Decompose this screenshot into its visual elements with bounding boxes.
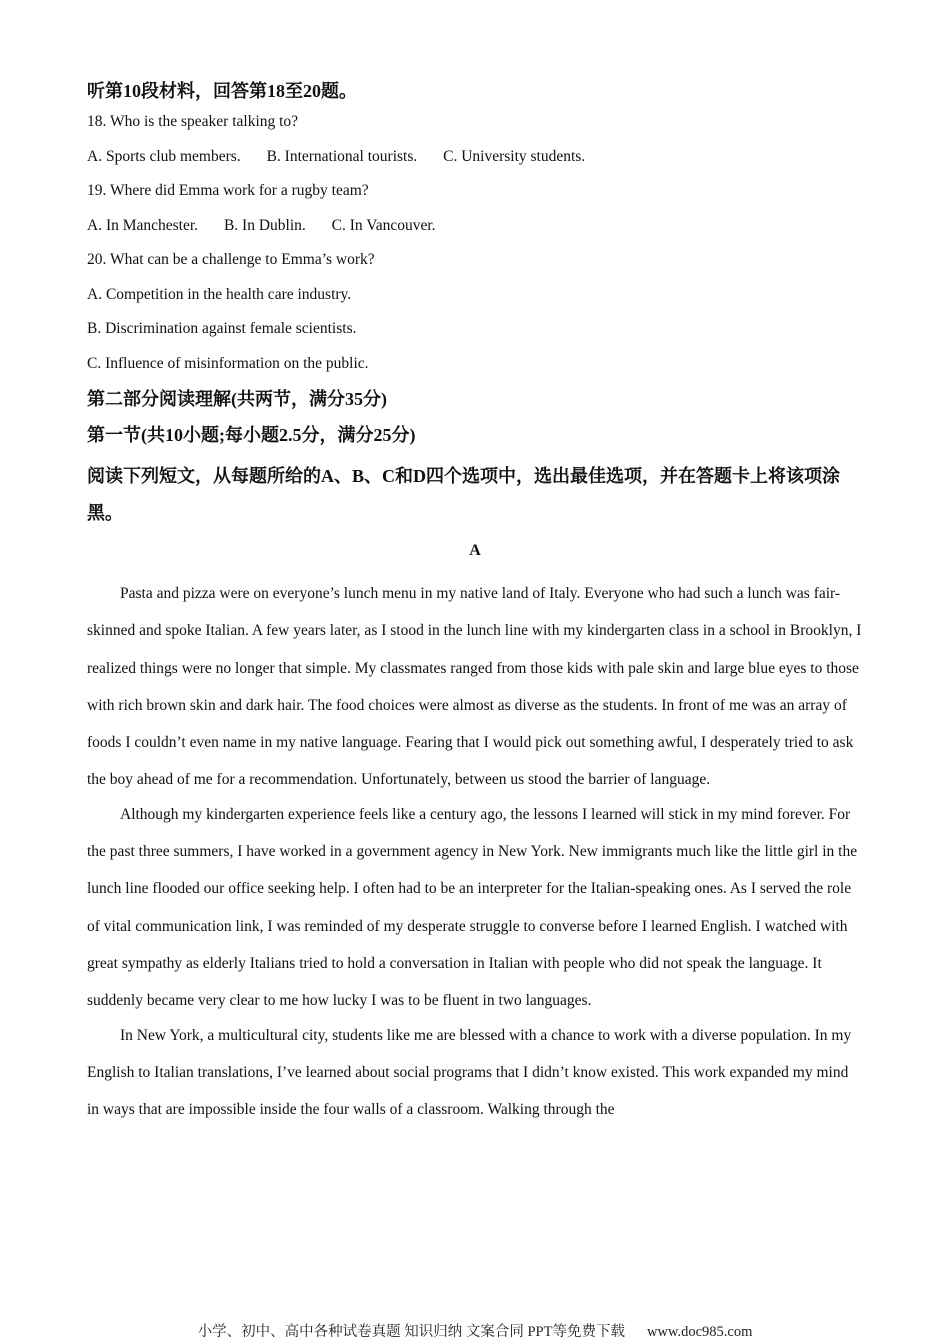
passage-paragraph-3: In New York, a multicultural city, students like me are blessed with a chance to work with a diverse population. In my English to Italian translations, I’ve learned about social programs that I didn’t know existed. This work expanded my mind in ways that are impossible inside the four walls of a classroom. Walking through the — [87, 1026, 852, 1119]
option-c: C. University students. — [443, 147, 586, 165]
option-b: B. Discrimination against female scientists. — [87, 320, 357, 337]
reading-section-heading: 第一节(共10小题;每小题2.5分，满分25分) — [87, 425, 416, 445]
option-b: B. International tourists. — [266, 147, 418, 165]
passage-paragraph-1: Pasta and pizza were on everyone’s lunch menu in my native land of Italy. Everyone who had such a lunch was fair-skinned and spoke Italian. A few years later, as I stood in the lunch line with my kindergarten class in a school in Brooklyn, I realized things were no longer that simple. My classmates ranged from those kids with pale skin and large blue eyes to those with rich brown skin and dark hair. The food choices were almost as diverse as the students. In front of me was an array of foods I couldn’t even name in my native language. Fearing that I would pick out something awful, I desperately tried to ask the boy ahead of me for a recommendation. Unfortunately, between us stood the barrier of language. — [87, 585, 862, 789]
option-a: A. In Manchester. — [87, 216, 199, 234]
footer-text: 小学、初中、高中各种试卷真题 知识归纳 文案合同 PPT等免费下载 — [197, 1324, 625, 1340]
question-18 — [87, 112, 863, 167]
passage-paragraph-2: Although my kindergarten experience feels like a century ago, the lessons I learned will stick in my mind forever. For the past three summers, I have worked in a government agency in New York. New immigrants much like the little girl in the lunch line flooded our office seeking help. I often had to be an interpreter for the Italian-speaking ones. As I served the role of vital communication link, I was reminded of my desperate struggle to converse before I learned English. I watched with great sympathy as elderly Italians tried to hold a conversation in Italian with people who did not speak the language. It suddenly became very clear to me how lucky I was to be fluent in two languages. — [87, 805, 858, 1010]
listening-heading: 听第10段材料，回答第18至20题。 — [87, 81, 357, 101]
question-19 — [87, 181, 863, 236]
question-stem: 18. Who is the speaker talking to? — [87, 113, 299, 130]
reading-part-heading: 第二部分阅读理解(共两节，满分35分) — [87, 389, 387, 409]
option-a: A. Sports club members. — [87, 147, 241, 165]
exam-page — [87, 78, 863, 1125]
option-row — [87, 147, 863, 167]
passage-title: A — [469, 542, 481, 559]
page-footer — [0, 1322, 950, 1342]
footer-site: www.doc985.com — [646, 1324, 753, 1340]
question-20 — [87, 250, 863, 374]
option-c: C. In Vancouver. — [331, 216, 436, 234]
option-row — [87, 216, 863, 236]
option-b: B. In Dublin. — [223, 216, 306, 234]
reading-instruction: 阅读下列短文，从每题所给的A、B、C和D四个选项中，选出最佳选项，并在答题卡上将该项涂黑。 — [87, 466, 840, 523]
question-stem: 19. Where did Emma work for a rugby team? — [87, 182, 369, 199]
option-c: C. Influence of misinformation on the public. — [87, 354, 369, 372]
question-stem: 20. What can be a challenge to Emma’s work? — [87, 251, 375, 268]
option-a: A. Competition in the health care industry. — [87, 285, 352, 303]
